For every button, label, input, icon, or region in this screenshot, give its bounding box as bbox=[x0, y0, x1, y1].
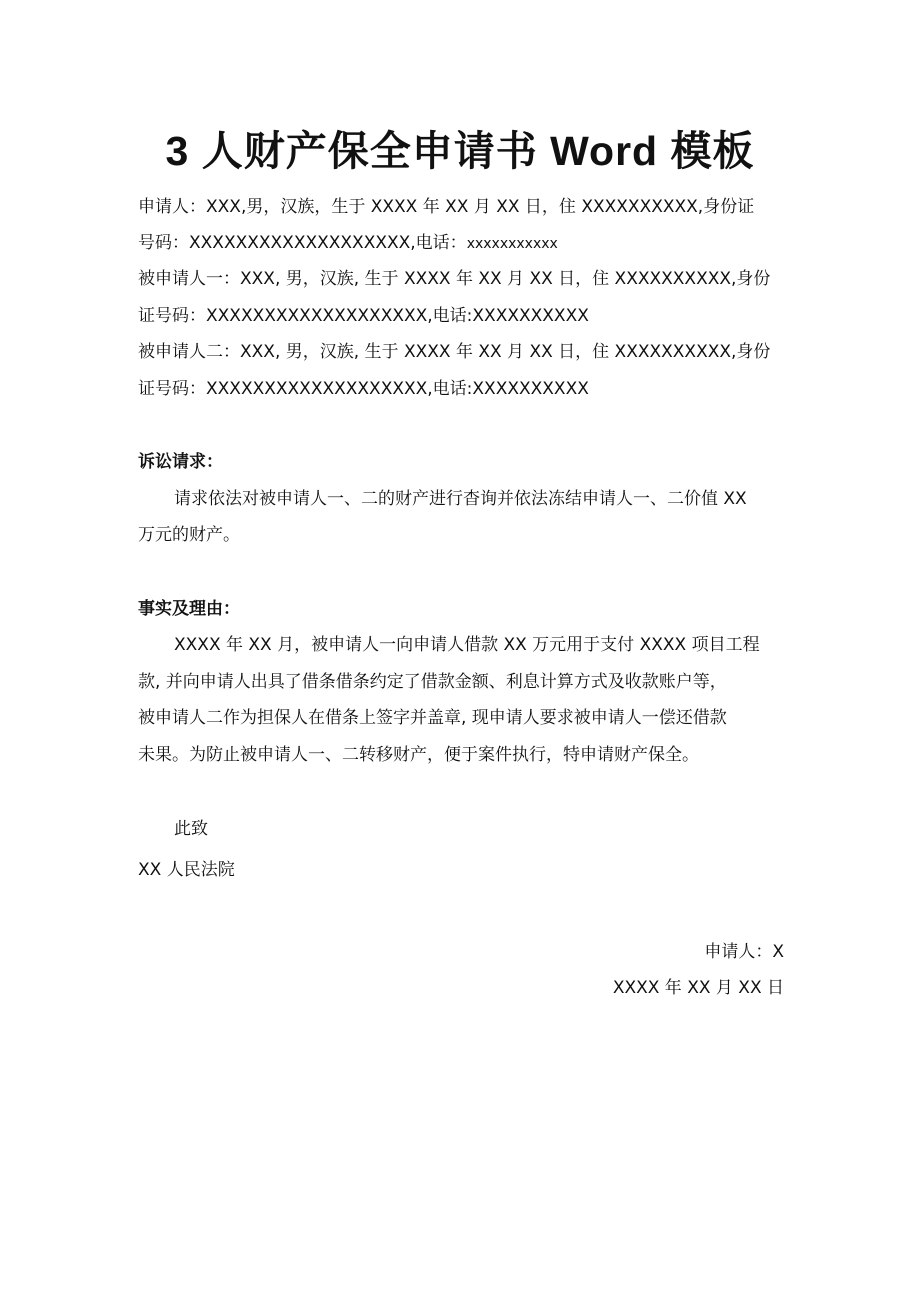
salutation: 此致 bbox=[174, 819, 208, 839]
applicant-line-2 bbox=[138, 231, 798, 256]
claims-heading: 诉讼请求： bbox=[138, 452, 223, 472]
court-name: XX 人民法院 bbox=[138, 860, 235, 880]
applicant-phone-value: xxxxxxxxxxx bbox=[466, 236, 558, 252]
facts-heading: 事实及理由： bbox=[138, 599, 240, 619]
facts-line-3: 被申请人二作为担保人在借条上签字并盖章, 现申请人要求被申请人一偿还借款 bbox=[138, 708, 727, 728]
claims-line-2: 万元的财产。 bbox=[138, 525, 240, 545]
respondent-two-line-1: 被申请人二：XXX, 男，汉族, 生于 XXXX 年 XX 月 XX 日，住 XXXXXXXXXX,身份 bbox=[138, 342, 771, 362]
respondent-two-line-2: 证号码：XXXXXXXXXXXXXXXXXXX,电话:XXXXXXXXXX bbox=[138, 379, 589, 399]
applicant-line-1: 申请人：XXX,男，汉族，生于 XXXX 年 XX 月 XX 日，住 XXXXXXXXXX,身份证 bbox=[138, 197, 755, 217]
facts-line-1: XXXX 年 XX 月，被申请人一向申请人借款 XX 万元用于支付 XXXX 项目工程 bbox=[174, 635, 760, 655]
document-date: XXXX 年 XX 月 XX 日 bbox=[612, 978, 784, 998]
respondent-one-line-1: 被申请人一：XXX, 男，汉族, 生于 XXXX 年 XX 月 XX 日，住 XXXXXXXXXX,身份 bbox=[138, 269, 771, 289]
applicant-id-phone-label: 号码：XXXXXXXXXXXXXXXXXXX,电话： bbox=[138, 233, 467, 253]
claims-line-1: 请求依法对被申请人一、二的财产进行杳询并依法冻结申请人一、二价值 XX bbox=[174, 489, 747, 509]
facts-line-2: 款, 并向申请人出具了借条借条约定了借款金额、利息计算方式及收款账户等， bbox=[138, 672, 727, 692]
document-title: 3 人财产保全申请书 Word 模板 bbox=[165, 128, 755, 174]
respondent-one-line-2: 证号码：XXXXXXXXXXXXXXXXXXX,电话:XXXXXXXXXX bbox=[138, 306, 589, 326]
facts-line-4: 未果。为防止被申请人一、二转移财产，便于案件执行，特申请财产保全。 bbox=[138, 745, 699, 765]
applicant-signature: 申请人：X bbox=[704, 942, 784, 962]
